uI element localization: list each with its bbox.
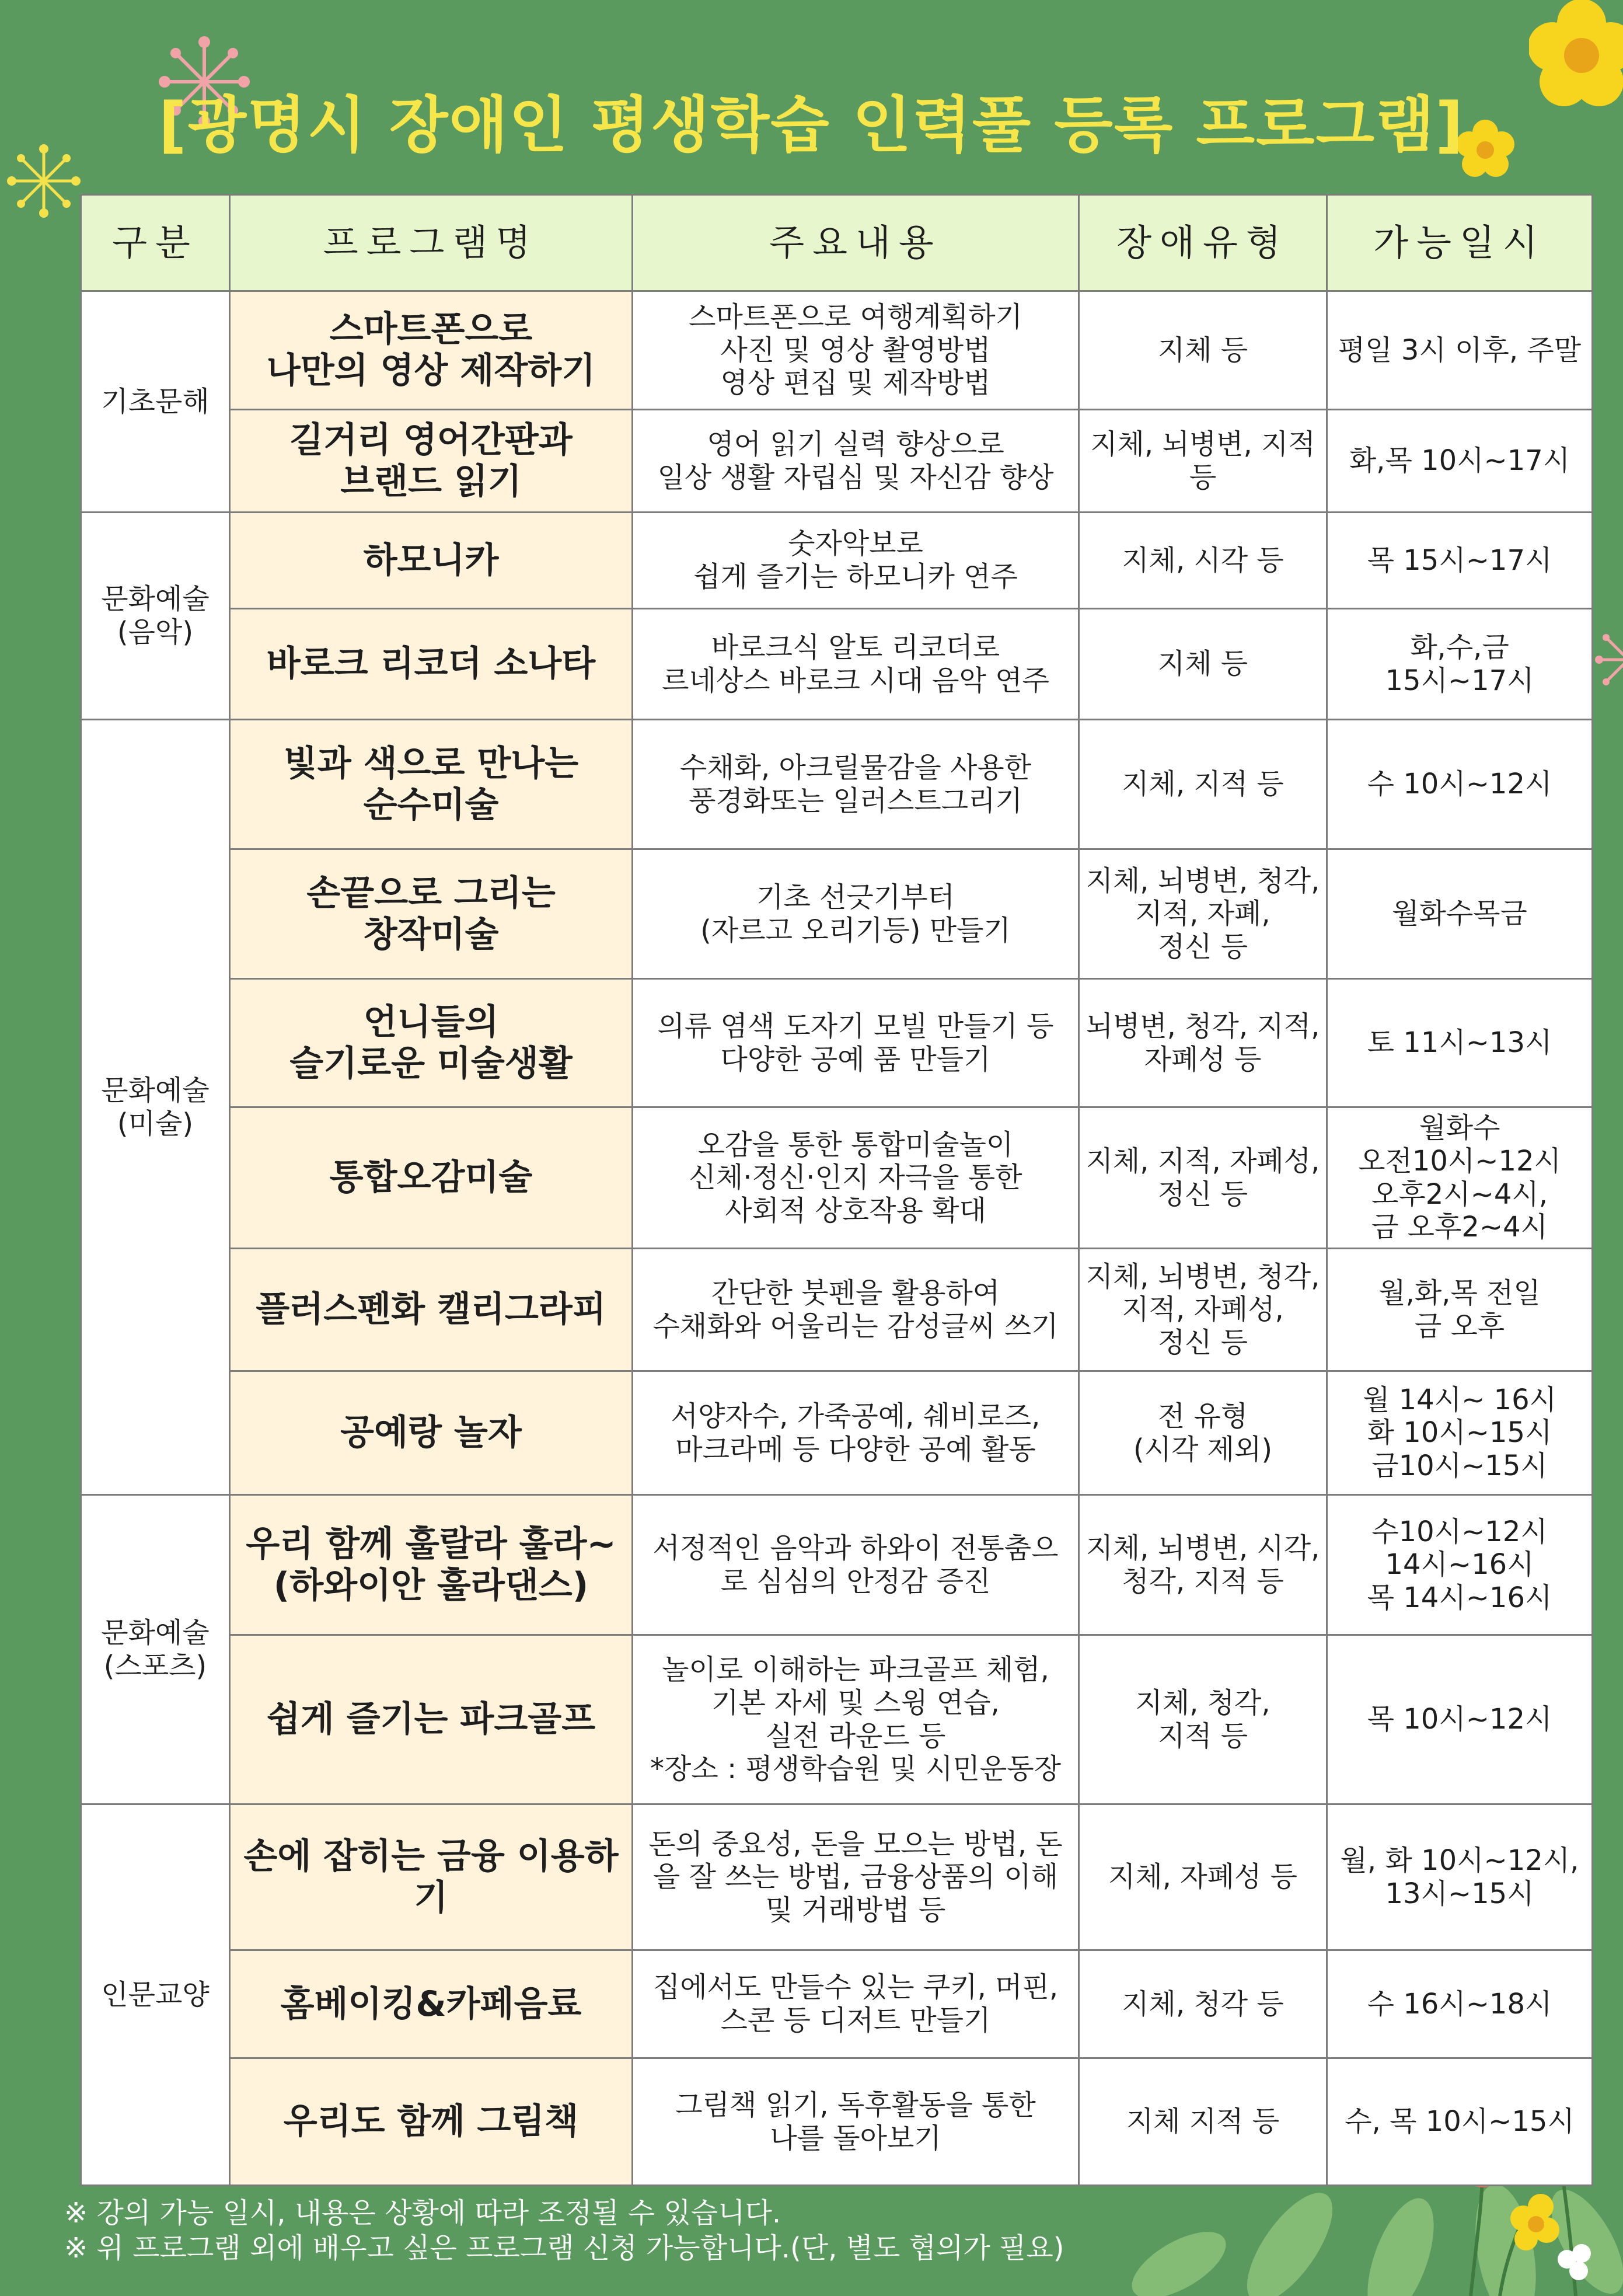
- available-time-cell-line: 화 10시~15시: [1367, 1416, 1552, 1450]
- disability-type-cell: [1079, 1635, 1327, 1804]
- program-name-cell: [230, 1950, 633, 2058]
- disability-type-cell-line: 지체, 지적 등: [1122, 768, 1284, 801]
- content-cell-line: 실전 라운드 등: [765, 1719, 946, 1753]
- available-time-cell: [1327, 1371, 1593, 1495]
- available-time-cell-line: 목 10시~12시: [1367, 1703, 1552, 1736]
- content-cell: [633, 291, 1079, 410]
- program-name-cell: [230, 720, 633, 849]
- table-row: [81, 1495, 1593, 1635]
- program-name-cell-line: 브랜드 읽기: [340, 461, 522, 502]
- available-time-cell-line: 15시~17시: [1385, 664, 1534, 697]
- footnote: ※ 위 프로그램 외에 배우고 싶은 프로그램 신청 가능합니다.(단, 별도 협의가 필요): [64, 2232, 1064, 2264]
- content-cell-line: 그림책 읽기, 독후활동을 통한: [675, 2088, 1036, 2121]
- content-cell-line: 영상 편집 및 제작방법: [720, 367, 991, 400]
- content-cell: [633, 1635, 1079, 1804]
- program-name-cell-line: 바로크 리코더 소나타: [266, 643, 596, 685]
- available-time-cell-line: 화,목 10시~17시: [1349, 444, 1570, 478]
- content-cell-line: 로 심심의 안정감 증진: [720, 1565, 991, 1598]
- available-time-cell-line: 월,화,목 전일: [1378, 1276, 1541, 1309]
- program-name-cell: [230, 513, 633, 609]
- disability-type-cell-line: 지체, 뇌병변, 지적: [1090, 427, 1315, 461]
- content-cell-line: 및 거래방법 등: [765, 1893, 946, 1926]
- content-cell: [633, 849, 1079, 979]
- disability-type-cell-line: 지체, 뇌병변, 청각,: [1086, 864, 1320, 897]
- available-time-cell-line: 금 오후: [1414, 1309, 1505, 1343]
- table-row: [81, 291, 1593, 410]
- content-cell-line: 의류 염색 도자기 모빌 만들기 등: [657, 1009, 1054, 1043]
- content-cell-line: 놀이로 이해하는 파크골프 체험,: [662, 1653, 1049, 1687]
- content-cell: [633, 1107, 1079, 1249]
- disability-type-cell-line: 지체, 뇌병변, 시각,: [1086, 1531, 1320, 1565]
- category-cell: [81, 1804, 230, 2186]
- disability-type-cell: [1079, 1804, 1327, 1950]
- available-time-cell: [1327, 1107, 1593, 1249]
- program-name-cell-line: 우리 함께 훌랄라 훌라~: [246, 1523, 616, 1565]
- content-cell-line: 르네상스 바로크 시대 음악 연주: [662, 664, 1049, 697]
- available-time-cell-line: 13시~15시: [1385, 1877, 1534, 1910]
- table-row: [81, 410, 1593, 513]
- category-cell-line: 문화예술: [101, 583, 210, 616]
- available-time-cell-line: 월, 화 10시~12시,: [1340, 1844, 1579, 1877]
- program-name-cell-line: 길거리 영어간판과: [289, 419, 573, 461]
- header-category: 구분: [81, 195, 230, 291]
- available-time-cell: [1327, 1495, 1593, 1635]
- header-disability: 장애유형: [1079, 195, 1327, 291]
- content-cell: [633, 1371, 1079, 1495]
- disability-type-cell-line: 지체 지적 등: [1126, 2105, 1280, 2138]
- program-name-cell: [230, 1804, 633, 1950]
- content-cell-line: 나를 돌아보기: [770, 2121, 941, 2155]
- footnote: ※ 강의 가능 일시, 내용은 상황에 따라 조정될 수 있습니다.: [64, 2197, 781, 2229]
- disability-type-cell: [1079, 1371, 1327, 1495]
- table-row: [81, 979, 1593, 1107]
- disability-type-cell: [1079, 979, 1327, 1107]
- program-name-cell: [230, 1635, 633, 1804]
- disability-type-cell-line: 지체 등: [1157, 647, 1248, 681]
- content-cell-line: 기초 선긋기부터: [756, 880, 955, 914]
- program-name-cell: [230, 410, 633, 513]
- program-name-cell: [230, 1371, 633, 1495]
- program-name-cell-line: 나만의 영상 제작하기: [266, 350, 596, 391]
- program-name-cell-line: 언니들의: [363, 1001, 499, 1043]
- disability-type-cell: [1079, 720, 1327, 849]
- disability-type-cell-line: 정신 등: [1157, 930, 1248, 963]
- program-name-cell-line: 하모니카: [363, 539, 499, 581]
- disability-type-cell-line: 지체, 자폐성 등: [1108, 1861, 1297, 1894]
- content-cell-line: 집에서도 만들수 있는 쿠키, 머핀,: [652, 1971, 1059, 2004]
- disability-type-cell-line: 전 유형: [1157, 1399, 1248, 1433]
- program-name-cell-line: 순수미술: [363, 784, 499, 825]
- program-name-cell-line: 공예랑 놀자: [340, 1412, 522, 1454]
- program-name-cell-line: 손끝으로 그리는: [306, 872, 556, 914]
- content-cell-line: 풍경화또는 일러스트그리기: [689, 784, 1022, 817]
- table-row: [81, 720, 1593, 849]
- content-cell-line: 오감을 통한 통합미술놀이: [697, 1128, 1014, 1161]
- disability-type-cell-line: 지적, 자폐,: [1135, 897, 1271, 931]
- disability-type-cell: [1079, 609, 1327, 720]
- disability-type-cell-line: 등: [1189, 461, 1217, 494]
- content-cell-line: 숫자악보로: [788, 527, 923, 560]
- program-name-cell-line: 플러스펜화 캘리그라피: [256, 1289, 606, 1330]
- available-time-cell-line: 수10시~12시: [1371, 1515, 1548, 1548]
- program-name-cell: [230, 979, 633, 1107]
- available-time-cell-line: 목 14시~16시: [1367, 1581, 1552, 1614]
- content-cell-line: 돈의 중요성, 돈을 모으는 방법, 돈: [648, 1827, 1063, 1861]
- available-time-cell: [1327, 609, 1593, 720]
- category-cell-line: 인문교양: [101, 1978, 210, 2011]
- disability-type-cell-line: 지체, 청각 등: [1122, 1987, 1284, 2020]
- category-cell-line: (음악): [117, 616, 194, 649]
- available-time-cell-line: 목 15시~17시: [1367, 543, 1552, 577]
- program-name-cell: [230, 849, 633, 979]
- program-name-cell-line: 우리도 함께 그림책: [283, 2101, 579, 2142]
- content-cell-line: 다양한 공예 품 만들기: [720, 1043, 991, 1076]
- content-cell-line: *장소 : 평생학습원 및 시민운동장: [650, 1753, 1061, 1786]
- content-cell: [633, 979, 1079, 1107]
- available-time-cell-line: 월 14시~ 16시: [1363, 1383, 1556, 1416]
- content-cell-line: 수채화와 어울리는 감성글씨 쓰기: [652, 1309, 1059, 1343]
- content-cell: [633, 513, 1079, 609]
- category-cell-line: (스포츠): [103, 1649, 207, 1682]
- program-name-cell-line: 슬기로운 미술생활: [289, 1043, 573, 1084]
- disability-type-cell: [1079, 513, 1327, 609]
- program-name-cell: [230, 1249, 633, 1371]
- content-cell: [633, 1950, 1079, 2058]
- available-time-cell: [1327, 849, 1593, 979]
- available-time-cell-line: 수 10시~12시: [1367, 768, 1552, 801]
- program-name-cell-line: 통합오감미술: [329, 1157, 533, 1198]
- disability-type-cell: [1079, 410, 1327, 513]
- disability-type-cell: [1079, 291, 1327, 410]
- content-cell-line: 을 잘 쓰는 방법, 금융상품의 이해: [652, 1861, 1059, 1894]
- content-cell-line: 스마트폰으로 여행계획하기: [689, 301, 1022, 334]
- disability-type-cell-line: 자폐성 등: [1144, 1043, 1262, 1076]
- category-cell: [81, 720, 230, 1495]
- table-row: [81, 513, 1593, 609]
- content-cell: [633, 1495, 1079, 1635]
- program-name-cell: [230, 291, 633, 410]
- disability-type-cell-line: (시각 제외): [1133, 1433, 1273, 1466]
- content-cell-line: 서정적인 음악과 하와이 전통춤으: [652, 1531, 1059, 1565]
- table-row: [81, 1950, 1593, 2058]
- available-time-cell-line: 금 오후2~4시: [1371, 1211, 1548, 1244]
- page-title: [광명시 장애인 평생학습 인력풀 등록 프로그램]: [159, 89, 1464, 161]
- available-time-cell: [1327, 513, 1593, 609]
- content-cell-line: 마크라메 등 다양한 공예 활동: [675, 1433, 1036, 1466]
- available-time-cell-line: 금10시~15시: [1371, 1449, 1548, 1482]
- content-cell-line: 바로크식 알토 리코더로: [711, 630, 1000, 664]
- category-cell-line: 문화예술: [101, 1616, 210, 1649]
- table-row: [81, 1371, 1593, 1495]
- disability-type-cell-line: 정신 등: [1157, 1177, 1248, 1211]
- header-time: 가능일시: [1327, 195, 1593, 291]
- content-cell-line: 기본 자세 및 스윙 연습,: [711, 1686, 1000, 1719]
- disability-type-cell: [1079, 1249, 1327, 1371]
- disability-type-cell-line: 청각, 지적 등: [1122, 1565, 1284, 1598]
- content-cell: [633, 2058, 1079, 2186]
- available-time-cell: [1327, 1804, 1593, 1950]
- category-cell-line: 기초문해: [101, 385, 210, 418]
- content-cell-line: 수채화, 아크릴물감을 사용한: [679, 751, 1032, 784]
- content-cell-line: 서양자수, 가죽공예, 쉐비로즈,: [671, 1399, 1041, 1433]
- table-row: [81, 1804, 1593, 1950]
- disability-type-cell-line: 지체, 뇌병변, 청각,: [1086, 1260, 1320, 1293]
- program-name-cell-line: 손에 잡히는 금융 이용하기: [243, 1835, 619, 1918]
- content-cell-line: 영어 읽기 실력 향상으로: [707, 427, 1004, 461]
- available-time-cell-line: 오전10시~12시: [1358, 1144, 1561, 1177]
- category-cell: [81, 291, 230, 513]
- content-cell-line: 사회적 상호작용 확대: [725, 1194, 986, 1227]
- available-time-cell: [1327, 720, 1593, 849]
- disability-type-cell-line: 지체, 시각 등: [1122, 543, 1284, 577]
- content-cell: [633, 609, 1079, 720]
- content-cell-line: 간단한 붓펜을 활용하여: [711, 1276, 1000, 1309]
- content-cell: [633, 1804, 1079, 1950]
- category-cell: [81, 1495, 230, 1804]
- available-time-cell: [1327, 2058, 1593, 2186]
- available-time-cell: [1327, 291, 1593, 410]
- program-name-cell-line: 빛과 색으로 만나는: [283, 743, 579, 784]
- content-cell-line: 일상 생활 자립심 및 자신감 향상: [657, 461, 1054, 494]
- disability-type-cell: [1079, 1107, 1327, 1249]
- category-cell-line: (미술): [117, 1107, 194, 1140]
- available-time-cell-line: 오후2시~4시,: [1371, 1177, 1548, 1211]
- content-cell: [633, 1249, 1079, 1371]
- program-table: [80, 194, 1593, 2186]
- content-cell-line: 사진 및 영상 촬영방법: [720, 333, 991, 367]
- available-time-cell-line: 토 11시~13시: [1367, 1026, 1552, 1060]
- content-cell-line: (자르고 오리기등) 만들기: [700, 914, 1011, 947]
- table-row: [81, 1635, 1593, 1804]
- disability-type-cell: [1079, 2058, 1327, 2186]
- program-name-cell: [230, 1107, 633, 1249]
- pink-sparkle-icon: [1593, 625, 1623, 695]
- table-row: [81, 1249, 1593, 1371]
- category-cell: [81, 513, 230, 720]
- available-time-cell: [1327, 1950, 1593, 2058]
- disability-type-cell-line: 정신 등: [1157, 1326, 1248, 1359]
- available-time-cell: [1327, 979, 1593, 1107]
- category-cell-line: 문화예술: [101, 1074, 210, 1107]
- content-cell-line: 신체·정신·인지 자극을 통한: [689, 1161, 1022, 1194]
- program-name-cell-line: 홈베이킹&카페음료: [280, 1983, 582, 2025]
- available-time-cell-line: 14시~16시: [1385, 1548, 1534, 1581]
- content-cell-line: 스콘 등 디저트 만들기: [720, 2004, 991, 2037]
- program-name-cell: [230, 609, 633, 720]
- available-time-cell: [1327, 1249, 1593, 1371]
- header-program: 프로그램명: [230, 195, 633, 291]
- program-name-cell-line: (하와이안 훌라댄스): [273, 1565, 589, 1606]
- disability-type-cell-line: 뇌병변, 청각, 지적,: [1086, 1009, 1320, 1043]
- table-row: [81, 849, 1593, 979]
- available-time-cell-line: 수, 목 10시~15시: [1345, 2105, 1575, 2138]
- available-time-cell: [1327, 410, 1593, 513]
- disability-type-cell-line: 지체, 지적, 자폐성,: [1086, 1144, 1320, 1177]
- available-time-cell: [1327, 1635, 1593, 1804]
- available-time-cell-line: 월화수: [1419, 1112, 1500, 1145]
- program-name-cell: [230, 1495, 633, 1635]
- disability-type-cell-line: 지적, 자폐성,: [1122, 1293, 1284, 1326]
- table-row: [81, 2058, 1593, 2186]
- disability-type-cell: [1079, 849, 1327, 979]
- program-name-cell-line: 쉽게 즐기는 파크골프: [266, 1699, 596, 1740]
- table-row: [81, 1107, 1593, 1249]
- disability-type-cell-line: 지체 등: [1157, 333, 1248, 367]
- program-name-cell-line: 창작미술: [363, 914, 499, 955]
- content-cell-line: 쉽게 즐기는 하모니카 연주: [693, 560, 1018, 593]
- disability-type-cell-line: 지적 등: [1157, 1719, 1248, 1753]
- available-time-cell-line: 월화수목금: [1392, 897, 1527, 931]
- disability-type-cell: [1079, 1950, 1327, 2058]
- disability-type-cell: [1079, 1495, 1327, 1635]
- available-time-cell-line: 평일 3시 이후, 주말: [1338, 333, 1582, 367]
- available-time-cell-line: 화,수,금: [1410, 630, 1509, 664]
- content-cell: [633, 410, 1079, 513]
- available-time-cell-line: 수 16시~18시: [1367, 1987, 1552, 2020]
- table-header-row: [81, 195, 1593, 291]
- header-content: 주요내용: [633, 195, 1079, 291]
- content-cell: [633, 720, 1079, 849]
- program-name-cell-line: 스마트폰으로: [329, 309, 533, 350]
- program-name-cell: [230, 2058, 633, 2186]
- disability-type-cell-line: 지체, 청각,: [1135, 1686, 1271, 1719]
- table-row: [81, 609, 1593, 720]
